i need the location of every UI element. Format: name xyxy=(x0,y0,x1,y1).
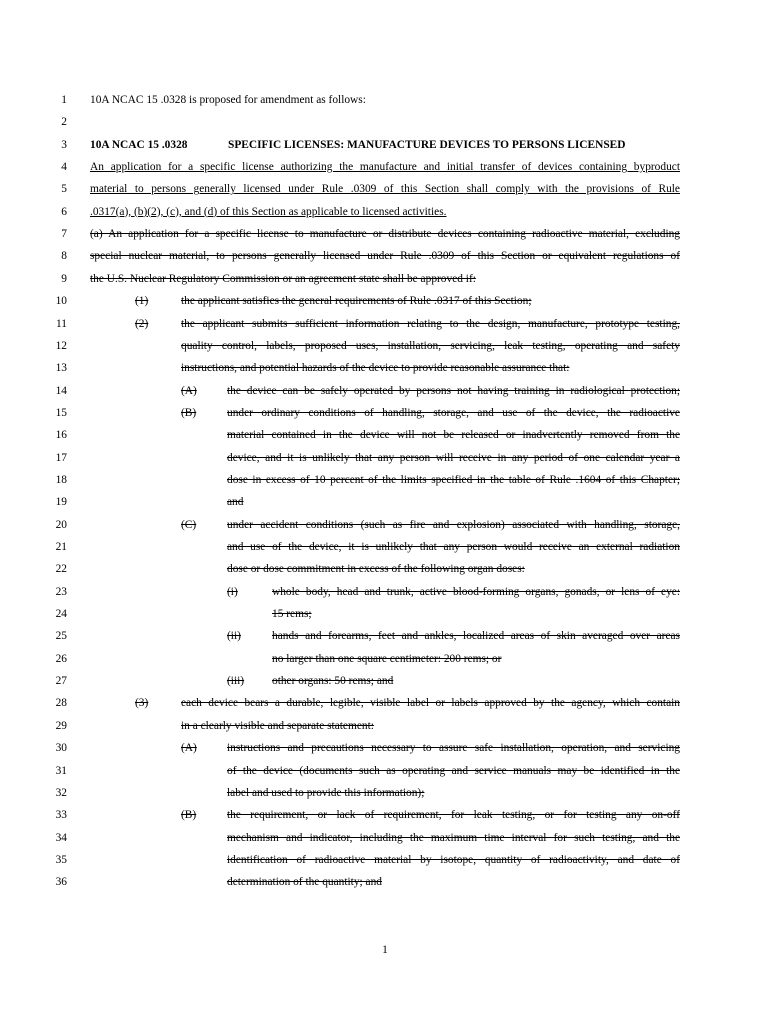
line-text: the device can be safely operated by persons not having training in radiological protection; xyxy=(227,384,680,397)
line-number: 12 xyxy=(55,339,67,352)
line-text: under ordinary conditions of handling, storage, and use of the device, the radioactive xyxy=(227,406,680,419)
paragraph-label: (A) xyxy=(181,742,197,755)
paragraph-label: (i) xyxy=(227,585,238,598)
line-text: whole body, head and trunk, active blood-forming organs, gonads, or lens of eye: xyxy=(272,585,680,598)
line-number: 27 xyxy=(55,675,67,688)
line-text: material to persons generally licensed under Rule .0309 of this Section shall comply with the provisions of Rule xyxy=(90,183,680,196)
line-number: 28 xyxy=(55,697,67,710)
document-line xyxy=(0,742,770,764)
line-number: 20 xyxy=(55,518,67,531)
line-text: each device bears a durable, legible, visible label or labels approved by the agency, which contain xyxy=(181,697,680,710)
line-text: quality control, labels, proposed uses, installation, servicing, leak testing, operating and safety xyxy=(181,339,680,352)
document-line xyxy=(0,94,770,116)
page-number: 1 xyxy=(382,944,388,956)
document-line xyxy=(0,340,770,362)
paragraph-label: (C) xyxy=(181,518,197,531)
line-text: dose in excess of 10 percent of the limits specified in the table of Rule .1604 of this Chapter; xyxy=(227,473,680,486)
line-number: 29 xyxy=(55,719,67,732)
document-line xyxy=(0,586,770,608)
document-line xyxy=(0,183,770,205)
paragraph-label: (iii) xyxy=(227,675,245,688)
line-number: 36 xyxy=(55,876,67,889)
document-line xyxy=(0,630,770,652)
paragraph-label: (1) xyxy=(135,295,149,308)
line-number: 24 xyxy=(55,608,67,621)
line-text: identification of radioactive material by isotope, quantity of radioactivity, and date of xyxy=(227,853,680,866)
document-line xyxy=(0,720,770,742)
line-number: 26 xyxy=(55,652,67,665)
line-text: and xyxy=(227,496,244,509)
line-number: 14 xyxy=(55,384,67,397)
document-line xyxy=(0,206,770,228)
line-text: of the device (documents such as operating and service manuals may be identified in the xyxy=(227,764,680,777)
line-number: 1 xyxy=(61,94,67,106)
line-number: 31 xyxy=(55,764,67,777)
line-number: 22 xyxy=(55,563,67,576)
paragraph-label: (2) xyxy=(135,317,149,330)
document-line xyxy=(0,318,770,340)
line-number: 6 xyxy=(61,205,67,218)
line-text: determination of the quantity; and xyxy=(227,876,382,889)
document-line xyxy=(0,832,770,854)
line-text: the U.S. Nuclear Regulatory Commission or an agreement state shall be approved if: xyxy=(90,272,476,285)
document-line xyxy=(0,563,770,585)
line-text: material contained in the device will not be released or inadvertently removed from the xyxy=(227,429,680,442)
line-number: 25 xyxy=(55,630,67,643)
line-text: label and used to provide this information); xyxy=(227,786,425,799)
line-text: 15 rems; xyxy=(272,608,312,621)
paragraph-label: (ii) xyxy=(227,630,241,643)
document-line xyxy=(0,362,770,384)
document-line xyxy=(0,250,770,272)
line-number: 7 xyxy=(61,228,67,241)
line-text: hands and forearms, feet and ankles, localized areas of skin averaged over areas xyxy=(272,630,680,643)
line-number: 32 xyxy=(55,786,67,799)
document-line xyxy=(0,496,770,518)
line-text: device, and it is unlikely that any person will receive in any period of one calendar year a xyxy=(227,451,680,464)
line-text: instructions and precautions necessary to assure safe installation, operation, and servicing xyxy=(227,742,680,755)
paragraph-label: (3) xyxy=(135,697,149,710)
document-line xyxy=(0,854,770,876)
document-line xyxy=(0,273,770,295)
line-number: 18 xyxy=(55,473,67,486)
line-number: 8 xyxy=(61,250,67,263)
line-text: (a) An application for a specific license to manufacture or distribute devices containing radioactive material, excluding xyxy=(90,228,680,241)
document-line xyxy=(0,295,770,317)
document-line xyxy=(0,787,770,809)
document-line xyxy=(0,697,770,719)
document-line xyxy=(0,474,770,496)
line-text: the requirement, or lack of requirement, for leak testing, or for testing any on-off xyxy=(227,809,680,822)
line-number: 13 xyxy=(55,362,67,375)
line-text: SPECIFIC LICENSES: MANUFACTURE DEVICES TO PERSONS LICENSED xyxy=(228,138,626,151)
document-line xyxy=(0,765,770,787)
line-number: 21 xyxy=(55,541,67,553)
line-number: 11 xyxy=(56,317,67,330)
line-text: dose or dose commitment in excess of the following organ doses: xyxy=(227,563,525,576)
line-text: the applicant satisfies the general requirements of Rule .0317 of this Section; xyxy=(181,295,532,308)
line-text: An application for a specific license authorizing the manufacture and initial transfer of devices containing byproduct xyxy=(90,161,680,174)
line-number: 9 xyxy=(61,272,67,285)
line-number: 3 xyxy=(61,138,67,151)
line-text: mechanism and indicator, including the maximum time interval for such testing, and the xyxy=(227,831,680,844)
line-text: instructions, and potential hazards of the device to provide reasonable assurance that: xyxy=(181,362,570,375)
line-number: 2 xyxy=(61,116,67,129)
line-number: 33 xyxy=(55,809,67,822)
line-number: 17 xyxy=(55,451,67,464)
line-number: 23 xyxy=(55,585,67,598)
line-text: special nuclear material, to persons generally licensed under Rule .0309 of this Section or equivalent regulations of xyxy=(90,250,680,263)
line-number: 34 xyxy=(55,831,67,844)
line-number: 5 xyxy=(61,183,67,196)
line-number: 15 xyxy=(55,406,67,419)
line-text: in a clearly visible and separate statement: xyxy=(181,719,374,732)
line-number: 35 xyxy=(55,853,67,866)
document-line xyxy=(0,385,770,407)
document-line xyxy=(0,541,770,563)
document-line xyxy=(0,429,770,451)
document-line xyxy=(0,228,770,250)
paragraph-label: 10A NCAC 15 .0328 xyxy=(90,138,188,151)
line-text: 10A NCAC 15 .0328 is proposed for amendment as follows: xyxy=(90,94,366,106)
paragraph-label: (B) xyxy=(181,406,197,419)
document-line xyxy=(0,608,770,630)
paragraph-label: (B) xyxy=(181,809,197,822)
line-text: no larger than one square centimeter: 200 rems; or xyxy=(272,652,502,665)
document-line xyxy=(0,675,770,697)
line-number: 30 xyxy=(55,742,67,755)
document-line xyxy=(0,452,770,474)
line-text: under accident conditions (such as fire and explosion) associated with handling, storage, xyxy=(227,518,680,531)
paragraph-label: (A) xyxy=(181,384,197,397)
document-line xyxy=(0,116,770,138)
line-text: other organs: 50 rems; and xyxy=(272,675,394,688)
line-number: 16 xyxy=(55,429,67,442)
line-text: and use of the device, it is unlikely that any person would receive an external radiation xyxy=(227,541,680,553)
document-line xyxy=(0,407,770,429)
line-text: .0317(a), (b)(2), (c), and (d) of this Section as applicable to licensed activities. xyxy=(90,205,447,218)
document-line xyxy=(0,876,770,898)
document-line xyxy=(0,653,770,675)
line-number: 4 xyxy=(61,161,67,174)
document-line xyxy=(0,519,770,541)
document-line xyxy=(0,139,770,161)
document-line xyxy=(0,809,770,831)
line-number: 19 xyxy=(55,496,67,509)
document-line xyxy=(0,161,770,183)
line-number: 10 xyxy=(55,295,67,308)
line-text: the applicant submits sufficient information relating to the design, manufacture, prototype testing, xyxy=(181,317,680,330)
